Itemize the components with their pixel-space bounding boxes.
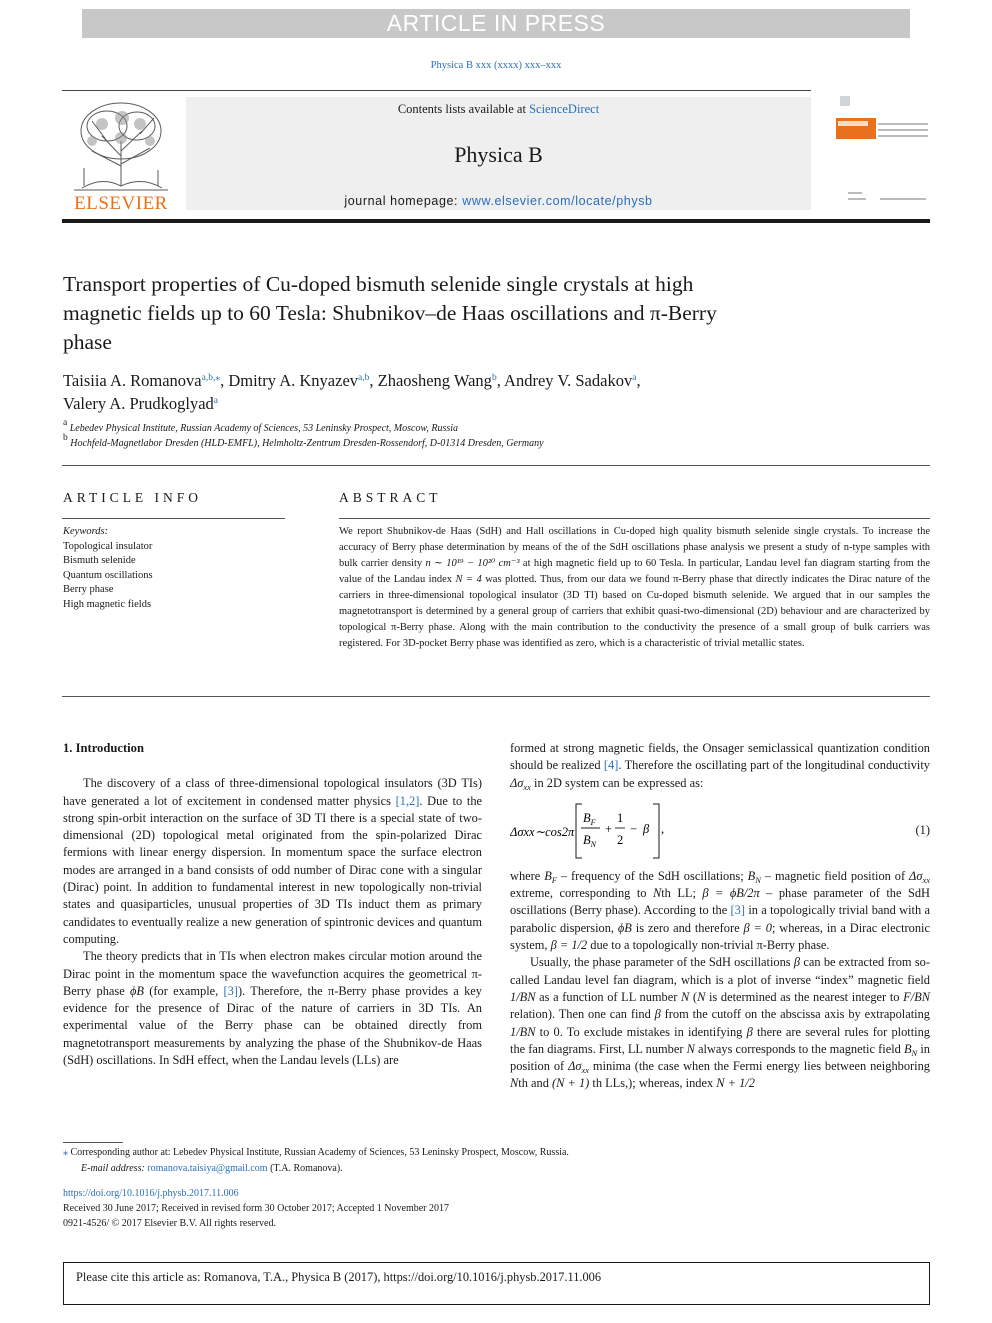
text-run: ). Therefore, the π-Berry phase provides a key evidence for the presence of Dirac of the nature of carriers in 3D TIs. An experimental value of the Berry phase can be obtained directly from magnetotransport measurements by analyzing the phase of the Shubnikov-de Haas (SdH) oscillations. In SdH effect, when the Landau levels (LLs) are: [63, 983, 482, 1068]
text-run: from the cutoff on the abscissa axis by extrapolating: [660, 1007, 930, 1022]
dates-line: Received 30 June 2017; Received in revised form 30 October 2017; Accepted 1 November 2017: [63, 1203, 450, 1214]
svg-text:BF: $B_F$: [583, 810, 596, 827]
math-beta-half: β = 1/2: [550, 938, 588, 953]
author-separator: ,: [220, 371, 229, 390]
citation-link[interactable]: [1,2]: [395, 793, 420, 808]
header-top-rule: [62, 90, 811, 91]
citation-link[interactable]: [3]: [223, 983, 238, 998]
divider: [62, 696, 930, 697]
body-column-right: [510, 740, 930, 1093]
math-beta-def: β = ϕB/2π: [702, 886, 760, 901]
equation-formula: [510, 798, 680, 864]
homepage-prefix: journal homepage:: [344, 194, 463, 208]
text-run: ; whereas, in a Dirac electronic system,: [510, 920, 930, 953]
text-run: formed at strong magnetic fields, the Onsager semiclassical quantization condition should be realized: [510, 741, 930, 773]
affiliation-label: b: [63, 432, 68, 443]
landau-index: N = 4: [455, 574, 482, 585]
citation-box: [63, 1262, 930, 1305]
footnote-text: (T.A. Romanova).: [267, 1162, 343, 1174]
publisher-wordmark: ELSEVIER: [74, 193, 168, 214]
author-name: Taisiia A. Romanova: [63, 371, 202, 390]
author-affiliation-sup[interactable]: a,b: [358, 373, 370, 383]
affiliations: [63, 418, 863, 451]
text-run: The discovery of a class of three-dimensional topological insulators (3D TIs) have generated a lot of excitement in condensed matter physics: [63, 776, 482, 808]
paragraph: where $B_F$ – frequency of the SdH oscillations; $B_N$ – magnetic field position of $\Delta\sigma_{xx}$ extreme, corresponding to Nth LL; β = ϕB/2π – phase parameter of the SdH oscillations (Berry phase). According to the [3] in a topologically trivial band with a parabolic dispersion, ϕB is zero and therefore β = 0; whereas, in a Dirac electronic system, β = 1/2 due to a topologically non-trivial π-Berry phase.: [510, 868, 930, 953]
text-run: Usually, the phase parameter of the SdH oscillations: [530, 955, 794, 970]
math-beta-zero: β = 0: [743, 920, 772, 935]
math-inv-b: 1/BN: [510, 1024, 536, 1039]
journal-cover-thumbnail[interactable]: [836, 92, 930, 210]
math-phi-b: ϕB: [130, 983, 144, 998]
keywords-label: Keywords:: [63, 526, 109, 537]
svg-text:,: ,: [661, 821, 665, 836]
author-affiliation-sup[interactable]: a: [632, 373, 637, 383]
article-in-press-banner: ARTICLE IN PRESS: [82, 9, 910, 38]
body-column-left: [63, 740, 482, 1069]
footnotes: [63, 1145, 923, 1176]
author-separator: ,: [636, 371, 641, 390]
abstract-part: was plotted. Thus, from our data we found π-Berry phase that directly indicates the Dirac nature of the carriers in three-dimensional topological insulator (3D TI) based on Cu-doped bismuth selenide. We argued that in our samples the magnetotransport is determined by a general group of carriers that exhibit quasi-two-dimensional (2D) behaviour and are characterized by topological π-Berry phase. Along with the main contribution to the conductivity the presence of a small group of bulk carriers was registered. For 3D-pocket Berry phase was identified as zero, which is a characteristic of trivial metallic states.: [339, 574, 931, 649]
journal-homepage-line: [186, 194, 811, 208]
text-run: The theory predicts that in TIs when electron makes circular motion around the Dirac point in the momentum space the wavefunction acquires the geometrical π-Berry phase: [63, 949, 482, 998]
email-label: E-mail address:: [81, 1162, 148, 1174]
affiliation-label: a: [63, 418, 68, 428]
affiliation-text: Hochfeld-Magnetlabor Dresden (HLD-EMFL), Helmholtz-Zentrum Dresden-Rossendorf, D-01314 Dresden, Germany: [70, 437, 544, 449]
author-list: [63, 369, 803, 415]
text-run: can be extracted from so-called Landau level fan diagram, which is a plot of inverse “index” magnetic field: [510, 955, 930, 987]
keyword: Quantum oscillations: [63, 569, 153, 581]
abstract-heading: ABSTRACT: [339, 490, 442, 505]
abstract-part: We report Shubnikov-de Haas (SdH) and Hall oscillations in Cu-doped high quality bismuth selenide single crystals. To increase the accuracy of Berry phase determination by means of the of the SdH oscillations phase analysis we present a study of n-type samples with bulk carrier density: [339, 526, 930, 569]
article-info-heading: ARTICLE INFO: [63, 490, 203, 505]
math-n: N: [652, 886, 662, 901]
math-beta: β: [793, 955, 801, 970]
math-n: N: [510, 1076, 519, 1091]
text-run: is zero and therefore: [631, 920, 744, 935]
svg-text:β: β: [643, 821, 650, 836]
paragraph: [510, 740, 930, 792]
text-run: th LLs,); whereas, index: [589, 1076, 717, 1091]
corresponding-author-note: [63, 1145, 923, 1161]
author: [228, 371, 377, 390]
author-name: Valery A. Prudkoglyad: [63, 394, 214, 413]
equation-number: (1): [915, 822, 930, 837]
text-run: (: [689, 989, 698, 1004]
math-n: N: [686, 1041, 695, 1056]
email-note: [63, 1161, 923, 1177]
article-history: [63, 1186, 663, 1231]
paragraph: [63, 775, 482, 948]
sciencedirect-link[interactable]: ScienceDirect: [529, 102, 600, 116]
paragraph: [63, 948, 482, 1069]
footnote-rule: [63, 1142, 123, 1143]
text-run: relation). Then one can find: [510, 1007, 655, 1022]
math-n: N: [681, 989, 690, 1004]
contents-prefix: Contents lists available at: [397, 102, 530, 116]
footnote-text: Corresponding author at: Lebedev Physical Institute, Russian Academy of Sciences, 53 Leninsky Prospect, Moscow, Russia.: [68, 1147, 569, 1158]
text-run: in a topologically trivial band with a parabolic dispersion,: [510, 903, 930, 935]
corresponding-symbol[interactable]: ⁎: [63, 1147, 68, 1158]
article-title: Transport properties of Cu-doped bismuth selenide single crystals at high magnetic fields up to 60 Tesla: Shubnikov–de Haas oscillations and π-Berry phase: [63, 272, 717, 354]
text-run: there are several rules for plotting the fan diagrams. First, LL number: [510, 1024, 930, 1056]
svg-text:−: −: [630, 821, 638, 836]
author-affiliation-sup[interactable]: a,b,⁎: [201, 373, 221, 383]
copyright-line: 0921-4526/ © 2017 Elsevier B.V. All rights reserved.: [63, 1218, 276, 1229]
abstract-text: [339, 524, 930, 652]
text-run: . Due to the strong spin-orbit interaction on the surface of 3D TI there is a special state of two-dimensional (2D) topological metal originated from the spin-polarized Dirac fermions with linear energy dispersion. In momentum space the surface electron modes are arranged in a band consists of odd number of Dirac cone with a singular (Dirac) point. In addition to fundamental interest in new topologically non-trivial states and quasiparticles, unusual properties of 3D TIs induct them as primary candidates to eventually realize a new generation of spintronic devices and quantum computing.: [63, 793, 483, 946]
text-run: extreme, corresponding to: [510, 886, 653, 901]
text-run: where: [510, 868, 545, 883]
math-n-plus-1: (N + 1): [552, 1076, 590, 1091]
header-bottom-rule: [62, 219, 930, 223]
svg-text:BN: $B_N$: [583, 832, 596, 849]
citation-link[interactable]: [3]: [730, 903, 745, 918]
divider: [62, 465, 930, 466]
text-run: in position of: [510, 1041, 930, 1074]
text-run: as a function of LL number: [535, 989, 682, 1004]
author-name: Dmitry A. Knyazev: [228, 371, 359, 390]
doi-link[interactable]: https://doi.org/10.1016/j.physb.2017.11.006: [63, 1188, 239, 1199]
keyword: Topological insulator: [63, 540, 153, 552]
abstract-part: at high magnetic field up to 60 Tesla. In particular, Landau level fan diagram starting from the value of the Landau index: [339, 558, 930, 585]
author-affiliation-sup[interactable]: b: [491, 373, 497, 383]
journal-reference-link[interactable]: Physica B xxx (xxxx) xxx–xxx: [430, 60, 562, 71]
author-name: Andrey V. Sadakov: [504, 371, 633, 390]
keywords-block: [63, 525, 283, 612]
author: [63, 371, 228, 390]
divider: [339, 518, 930, 519]
text-run: th and: [518, 1076, 552, 1091]
section-heading: 1. Introduction: [63, 741, 144, 755]
affiliation: [63, 432, 863, 452]
math-beta: β: [654, 1007, 661, 1022]
math-inv-b: 1/BN: [510, 989, 536, 1004]
journal-homepage-link[interactable]: www.elsevier.com/locate/physb: [462, 194, 653, 208]
author-name: Zhaosheng Wang: [377, 371, 492, 390]
text-run: – phase parameter of the SdH oscillations (Berry phase). According to the: [510, 886, 930, 918]
equation-1: [510, 798, 930, 864]
text-run: – magnetic field position of: [760, 868, 910, 883]
math-n-plus-half: N + 1/2: [716, 1076, 755, 1091]
svg-text:+: +: [605, 821, 613, 836]
author-separator: ,: [496, 371, 505, 390]
text-run: . Therefore the oscillating part of the longitudinal conductivity: [618, 758, 930, 773]
math-ratio: F/BN: [903, 989, 930, 1004]
carrier-density: n ∼ 10¹⁹ − 10²⁰ cm⁻³: [425, 558, 520, 569]
keyword: Bismuth selenide: [63, 555, 136, 566]
author-affiliation-sup[interactable]: a: [213, 396, 218, 406]
text-run: to 0. To exclude mistakes in identifying: [535, 1024, 747, 1039]
cite-doi[interactable]: https://doi.org/10.1016/j.physb.2017.11.006: [383, 1270, 602, 1284]
author: [504, 371, 641, 390]
text-run: minima (the case when the Fermi energy lies between neighboring: [589, 1059, 930, 1074]
author: [63, 394, 218, 413]
cite-prefix: Please cite this article as: Romanova, T.A., Physica B (2017),: [76, 1270, 384, 1284]
email-link[interactable]: romanova.taisiya@gmail.com: [147, 1162, 268, 1174]
eq-lhs: Δσxx∼cos2π: [510, 824, 575, 839]
text-run: is determined as the nearest integer to: [705, 989, 904, 1004]
text-run: (for example,: [144, 983, 224, 998]
keyword: Berry phase: [63, 584, 114, 595]
citation-link[interactable]: [4]: [603, 758, 619, 773]
text-run: th LL;: [661, 886, 703, 901]
paragraph: Usually, the phase parameter of the SdH oscillations β can be extracted from so-called Landau level fan diagram, which is a plot of inverse “index” magnetic field 1/BN as a function of LL number N (N is determined as the nearest integer to F/BN relation). Then one can find β from the cutoff on the abscissa axis by extrapolating 1/BN to 0. To exclude mistakes in identifying β there are several rules for plotting the fan diagrams. First, LL number N always corresponds to the magnetic field $B_N$ in position of $\Delta\sigma_{xx}$ minima (the case when the Fermi energy lies between neighboring Nth and (N + 1) th LLs,); whereas, index N + 1/2: [510, 955, 930, 1091]
author: [378, 371, 504, 390]
contents-available-line: [186, 102, 811, 117]
text-run: always corresponds to the magnetic field: [694, 1041, 904, 1056]
author-separator: ,: [369, 371, 378, 390]
affiliation: [63, 418, 863, 437]
math-n: N: [697, 989, 706, 1004]
text-run: due to a topologically non-trivial π-Berry phase.: [587, 938, 830, 953]
affiliation-text: Lebedev Physical Institute, Russian Academy of Sciences, 53 Leninsky Prospect, Moscow, Russia: [69, 423, 459, 434]
divider: [62, 518, 285, 519]
svg-text:2: 2: [617, 832, 624, 847]
keyword: High magnetic fields: [63, 598, 152, 610]
svg-text:1: 1: [617, 810, 624, 825]
math-delta-sigma: $\Delta\sigma_{xx}$: [510, 775, 531, 792]
journal-title: Physica B: [454, 142, 543, 167]
text-run: in 2D system can be expressed as:: [530, 775, 704, 790]
math-beta: β: [746, 1024, 753, 1039]
text-run: – frequency of the SdH oscillations;: [556, 868, 748, 883]
math-phi-b: ϕB: [617, 920, 632, 935]
